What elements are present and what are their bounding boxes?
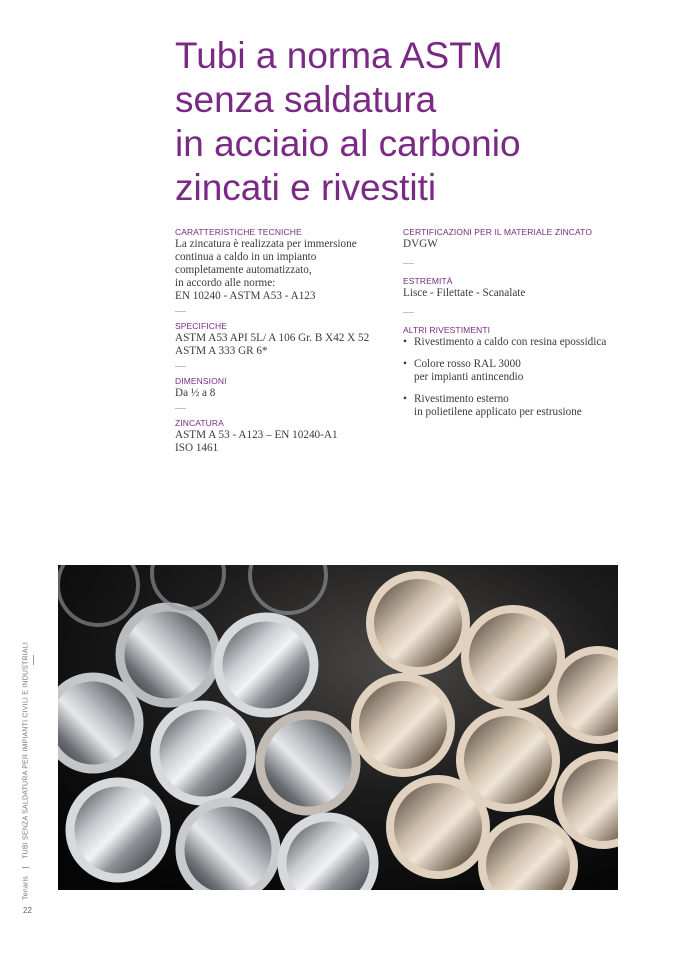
brand-name: Tenaris: [22, 876, 30, 900]
body-line: Rivestimento a caldo con resina epossidica: [414, 336, 607, 348]
separator: [22, 867, 29, 868]
section-divider: —: [403, 306, 414, 318]
section-heading: CERTIFICAZIONI PER IL MATERIALE ZINCATO: [403, 227, 593, 237]
title-line: senza saldatura: [175, 79, 437, 120]
section-divider: —: [175, 402, 186, 414]
section-body: [175, 387, 390, 400]
catalog-title: TUBI SENZA SALDATURA PER IMPIANTI CIVILI E INDUSTRIALI: [22, 642, 30, 859]
list-item: [403, 336, 653, 349]
body-line: Rivestimento esterno: [414, 393, 509, 405]
bullet: •: [403, 393, 407, 405]
section-heading: CARATTERISTICHE TECNICHE: [175, 227, 302, 237]
body-line: ASTM A 333 GR 6*: [175, 345, 268, 357]
page-number: 22: [23, 906, 32, 915]
page-title: [175, 34, 655, 210]
bullet: •: [403, 336, 407, 348]
pipes-illustration: [58, 565, 618, 890]
section-body: [175, 429, 390, 455]
body-line: ASTM A53 API 5L/ A 106 Gr. B X42 X 52: [175, 332, 370, 344]
right-column: [403, 226, 653, 428]
list-item: [403, 393, 653, 419]
coatings-list: [403, 336, 653, 419]
section-heading: ESTREMITÀ: [403, 276, 453, 286]
title-line: zincati e rivestiti: [175, 167, 437, 208]
section-body: [403, 238, 653, 251]
title-line: Tubi a norma ASTM: [175, 35, 503, 76]
sidebar-running-head: [22, 642, 29, 900]
body-line: in accordo alle norme:: [175, 277, 276, 289]
left-column: [175, 226, 390, 455]
section-divider: —: [403, 257, 414, 269]
section-heading: ZINCATURA: [175, 418, 224, 428]
body-line: completamente automatizzato,: [175, 264, 312, 276]
section-heading: DIMENSIONI: [175, 376, 227, 386]
section-heading: ALTRI RIVESTIMENTI: [403, 325, 491, 335]
title-line: in acciaio al carbonio: [175, 123, 521, 164]
body-line: Colore rosso RAL 3000: [414, 358, 521, 370]
body-line: DVGW: [403, 238, 438, 250]
body-line: per impianti antincendio: [414, 371, 524, 383]
section-divider: —: [175, 360, 186, 372]
section-body: [175, 238, 390, 303]
body-line: in polietilene applicato per estrusione: [414, 406, 582, 418]
body-line: Lisce - Filettate - Scanalate: [403, 287, 526, 299]
list-item: [403, 358, 653, 384]
body-line: EN 10240 - ASTM A53 - A123: [175, 290, 316, 302]
body-line: Da ½ a 8: [175, 387, 216, 399]
section-body: [403, 287, 653, 300]
section-body: [175, 332, 390, 358]
body-line: La zincatura è realizzata per immersione: [175, 238, 357, 250]
divider: [33, 655, 34, 665]
body-line: ISO 1461: [175, 442, 219, 454]
pipes-photo: [58, 565, 618, 890]
bullet: •: [403, 358, 407, 370]
section-heading: SPECIFICHE: [175, 321, 228, 331]
body-line: ASTM A 53 - A123 – EN 10240-A1: [175, 429, 338, 441]
body-line: continua a caldo in un impianto: [175, 251, 317, 263]
section-divider: —: [175, 305, 186, 317]
